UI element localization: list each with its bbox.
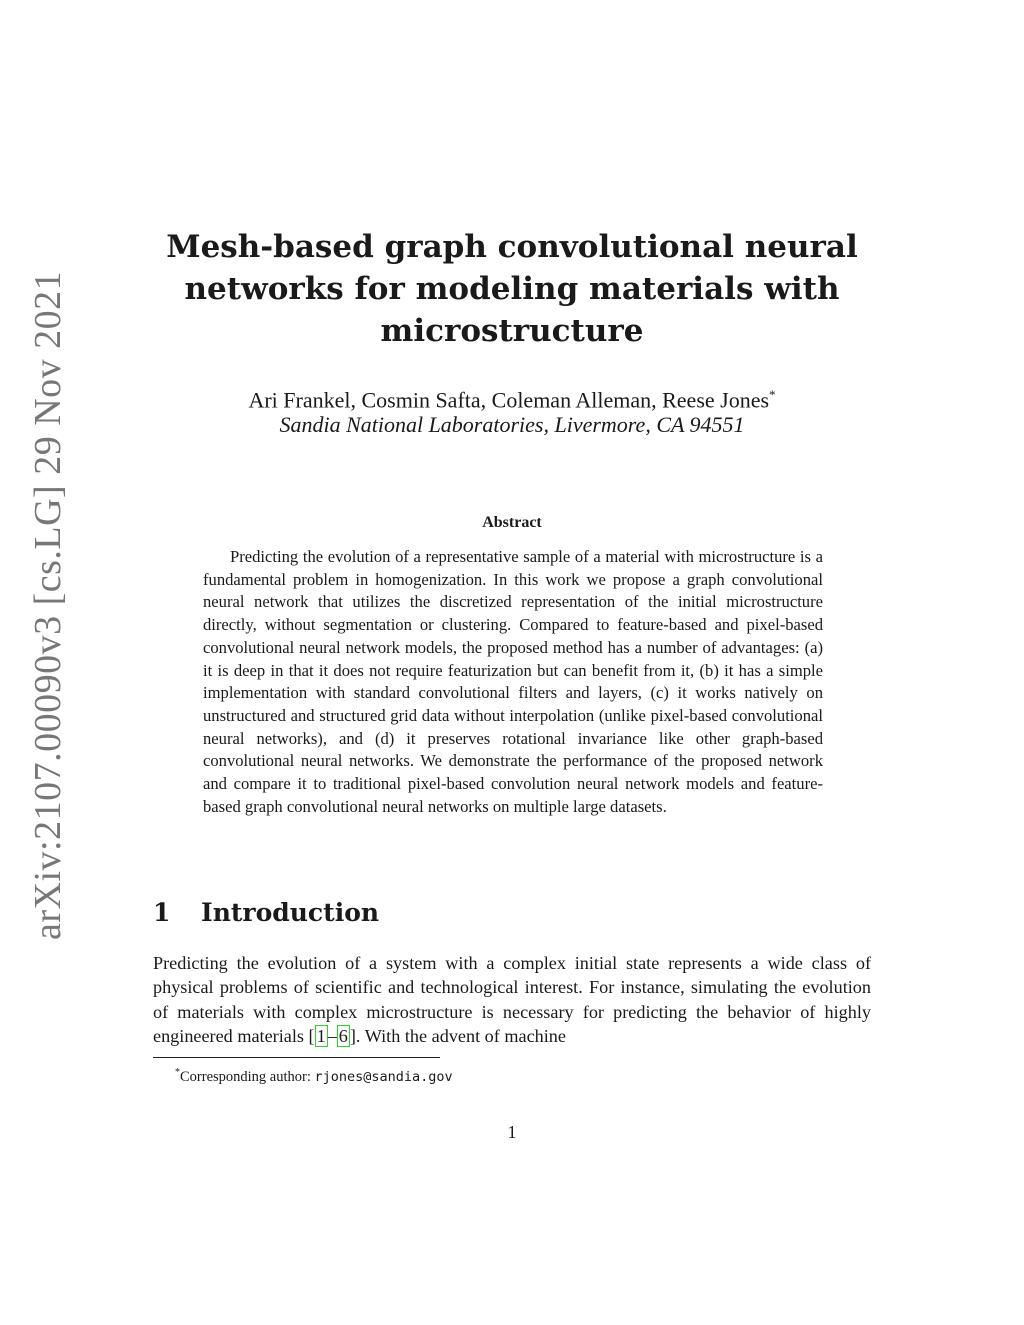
arxiv-identifier-stamp: arXiv:2107.00090v3 [cs.LG] 29 Nov 2021 xyxy=(27,270,69,940)
citation-link-start[interactable]: 1 xyxy=(316,1026,326,1047)
corresponding-author-marker: * xyxy=(769,387,776,402)
citation-dash: – xyxy=(327,1026,337,1047)
intro-text-after-citation: ]. With the advent of machine xyxy=(349,1026,566,1047)
section-number: 1 xyxy=(153,898,171,927)
introduction-paragraph xyxy=(153,951,871,1049)
author-names: Ari Frankel, Cosmin Safta, Coleman Alleman, Reese Jones xyxy=(248,387,770,413)
section-heading-introduction xyxy=(153,895,873,931)
intro-text-before-citation: Predicting the evolution of a system with a complex initial state represents a wide class of physical problems of scientific and technological interest. For instance, simulating the evolution of materials with complex microstructure is necessary for predicting the behavior of highly engineered materials [ xyxy=(153,953,871,1047)
footnote xyxy=(175,1063,775,1087)
citation-link-end[interactable]: 6 xyxy=(338,1026,348,1047)
page-number: 1 xyxy=(507,1122,517,1142)
title-line-1: Mesh-based graph convolutional neural xyxy=(166,229,858,265)
footnote-label: Corresponding author: xyxy=(180,1068,315,1085)
title-line-3: microstructure xyxy=(380,313,644,349)
abstract-heading: Abstract xyxy=(482,514,542,531)
section-title: Introduction xyxy=(201,898,380,927)
abstract-text: Predicting the evolution of a representative sample of a material with microstructure is a fundamental problem in homogenization. In this work we propose a graph convolutional neural network that utilizes the discretized representation of the initial microstructure directly, without segmentation or clustering. Compared to feature-based and pixel-based convolutional neural network models, the proposed method has a number of advantages: (a) it is deep in that it does not require featurization but can benefit from it, (b) it has a simple implementation with standard convolutional filters and layers, (c) it works natively on unstructured and structured grid data without interpolation (unlike pixel-based convolutional neural networks), and (d) it preserves rotational invariance like other graph-based convolutional neural networks. We demonstrate the performance of the proposed network and compare it to traditional pixel-based convolution neural network models and feature-based graph convolutional neural networks on multiple large datasets. xyxy=(203,547,823,816)
author-affiliation: Sandia National Laboratories, Livermore, CA 94551 xyxy=(279,412,745,437)
footnote-divider xyxy=(153,1057,440,1058)
corresponding-email: rjones@sandia.gov xyxy=(314,1068,453,1085)
footnote-marker: * xyxy=(175,1067,180,1078)
title-line-2: networks for modeling materials with xyxy=(184,271,840,307)
paper-title xyxy=(150,226,874,352)
